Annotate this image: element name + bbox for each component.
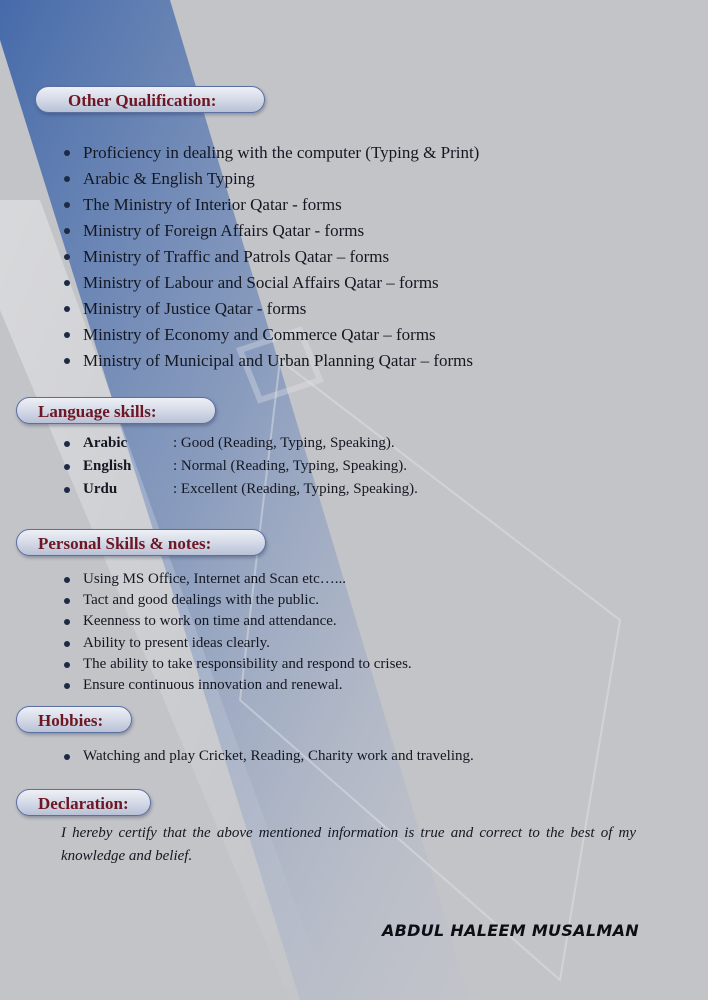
list-item: Ministry of Justice Qatar - forms xyxy=(61,296,479,322)
list-item: Ministry of Labour and Social Affairs Qatar – forms xyxy=(61,270,479,296)
hobbies-list xyxy=(61,745,474,767)
list-item: Ensure continuous innovation and renewal. xyxy=(61,675,412,696)
declaration-text: I hereby certify that the above mentioned information is true and correct to the best of my knowledge and belief. xyxy=(61,825,636,864)
list-item: Watching and play Cricket, Reading, Charity work and traveling. xyxy=(61,745,474,767)
signature-name: ABDUL HALEEM MUSALMAN xyxy=(382,921,639,940)
language-item xyxy=(61,432,418,455)
language-level: : Excellent (Reading, Typing, Speaking). xyxy=(173,481,418,497)
language-skills-heading: Language skills: xyxy=(16,397,216,424)
list-item: Arabic & English Typing xyxy=(61,166,479,192)
list-item: Ministry of Foreign Affairs Qatar - forms xyxy=(61,218,479,244)
list-item: The ability to take responsibility and respond to crises. xyxy=(61,654,412,675)
language-name: English xyxy=(83,458,132,474)
language-item xyxy=(61,478,418,501)
other-qualification-heading: Other Qualification: xyxy=(35,86,265,113)
language-item xyxy=(61,455,418,478)
other-qualification-list xyxy=(61,140,479,374)
language-skills-list xyxy=(61,432,418,501)
list-item: Ability to present ideas clearly. xyxy=(61,633,412,654)
language-name: Arabic xyxy=(83,435,128,451)
personal-skills-list xyxy=(61,569,412,696)
declaration-heading: Declaration: xyxy=(16,789,151,816)
hobbies-heading: Hobbies: xyxy=(16,706,132,733)
list-item: Proficiency in dealing with the computer (Typing & Print) xyxy=(61,140,479,166)
list-item: The Ministry of Interior Qatar - forms xyxy=(61,192,479,218)
language-level: : Normal (Reading, Typing, Speaking). xyxy=(173,458,408,474)
list-item: Keenness to work on time and attendance. xyxy=(61,611,412,632)
list-item: Ministry of Municipal and Urban Planning Qatar – forms xyxy=(61,348,479,374)
list-item: Tact and good dealings with the public. xyxy=(61,590,412,611)
personal-skills-heading: Personal Skills & notes: xyxy=(16,529,266,556)
list-item: Ministry of Economy and Commerce Qatar – forms xyxy=(61,322,479,348)
language-name: Urdu xyxy=(83,481,118,497)
list-item: Ministry of Traffic and Patrols Qatar – forms xyxy=(61,244,479,270)
language-level: : Good (Reading, Typing, Speaking). xyxy=(173,435,395,451)
list-item: Using MS Office, Internet and Scan etc…... xyxy=(61,569,412,590)
